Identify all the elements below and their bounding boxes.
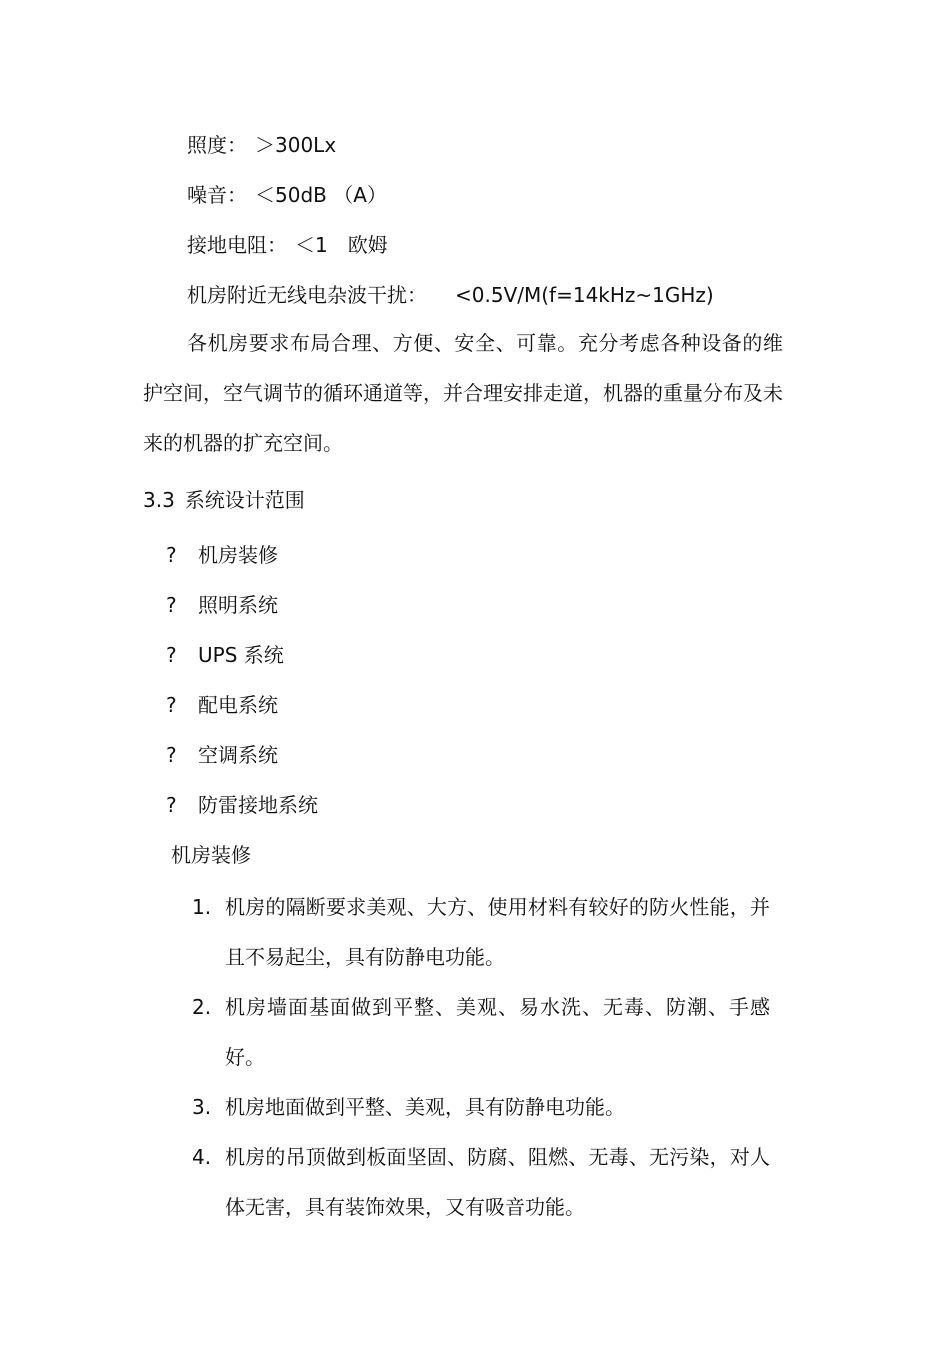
bullet-text: 机房装修 [198,543,278,567]
bullet-mark: ? [166,793,177,817]
item-number: 1. [192,895,212,919]
item-text: 机房的隔断要求美观、大方、使用材料有较好的防火性能，并且不易起尘，具有防静电功能。 [225,895,770,969]
subheading: 机房装修 [171,843,251,867]
bullet-text: UPS 系统 [198,643,284,667]
spec-value: ＜50dB （A） [255,183,387,207]
bullet-mark: ? [166,593,177,617]
numbered-item [192,1132,792,1232]
item-text: 机房地面做到平整、美观，具有防静电功能。 [225,1095,625,1119]
numbered-item [192,1082,792,1132]
spec-value: ＜1 欧姆 [295,233,388,257]
list-item [166,793,566,817]
bullet-text: 照明系统 [198,593,278,617]
spec-noise [187,183,387,207]
list-item [166,643,566,667]
spec-radio-interference [187,283,714,307]
section-heading [143,488,305,512]
bullet-text: 防雷接地系统 [198,793,318,817]
numbered-item [192,982,792,1082]
spec-value: ＞300Lx [255,133,337,157]
bullet-text: 配电系统 [198,693,278,717]
spec-label: 照度： [187,133,247,157]
bullet-mark: ? [166,743,177,767]
spec-ground-resistance [187,233,388,257]
spec-label: 接地电阻： [187,233,287,257]
spec-illuminance [187,133,336,157]
item-number: 4. [192,1145,212,1169]
item-text: 机房的吊顶做到板面坚固、防腐、阻燃、无毒、无污染，对人体无害，具有装饰效果，又有吸音功能。 [225,1145,770,1219]
spec-label: 机房附近无线电杂波干扰： [187,283,427,307]
bullet-mark: ? [166,543,177,567]
item-text: 机房墙面基面做到平整、美观、易水洗、无毒、防潮、手感好。 [225,995,770,1069]
item-number: 2. [192,995,212,1019]
list-item [166,593,566,617]
bullet-mark: ? [166,643,177,667]
intro-paragraph: 各机房要求布局合理、方便、安全、可靠。充分考虑各种设备的维护空间，空气调节的循环通道等，并合理安排走道，机器的重量分布及未来的机器的扩充空间。 [143,331,783,455]
list-item [166,743,566,767]
spec-value: <0.5V/M(f=14kHz~1GHz) [455,283,714,307]
bullet-text: 空调系统 [198,743,278,767]
item-number: 3. [192,1095,212,1119]
list-item [166,543,566,567]
spec-label: 噪音： [187,183,247,207]
section-number: 3.3 [143,488,175,512]
list-item [166,693,566,717]
section-title: 系统设计范围 [184,488,305,512]
bullet-mark: ? [166,693,177,717]
numbered-item [192,882,792,982]
